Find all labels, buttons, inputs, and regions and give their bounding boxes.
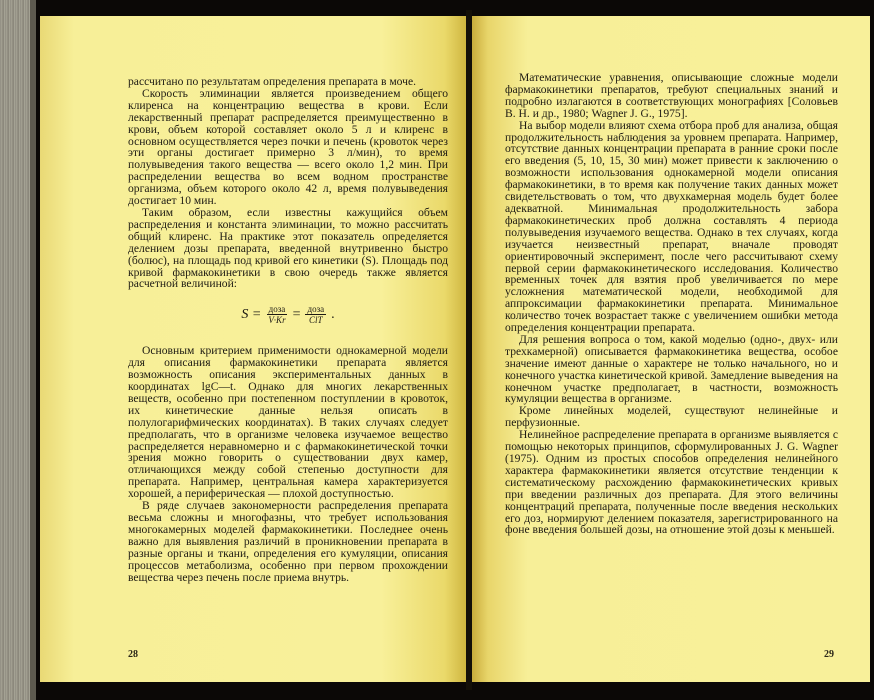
formula (128, 304, 448, 325)
paragraph: Кроме линейных моделей, существуют нелинейные и перфузионные. (505, 404, 838, 430)
left-page (40, 16, 466, 682)
paragraph: Скорость элиминации является произведением общего клиренса на концентрацию вещества в крови. Если лекарственный препарат распределяется преимущественно в крови, объем которой составляет около 5 л и клиренс в основном осуществляется через почки и печень (кровоток через эти органы достигает примерно 3 л/мин), то время полувыведения такого вещества — всего около 1,2 мин. При распределении вещества во всем водном пространстве организма, объем которого около 42 л, время полувыведения достигает 10 мин. (128, 86, 448, 208)
left-page-text (128, 76, 448, 583)
page-number: 29 (824, 649, 834, 660)
formula-fraction-1 (266, 304, 287, 325)
binding-edge (30, 0, 36, 700)
formula-equals: = (292, 306, 301, 322)
right-page-text (505, 72, 838, 536)
paragraph: Основным критерием применимости однокамерной модели для описания фармакокинетики препарата является возможность описания экспериментальных данных в координатах lgC—t. Однако для многих лекарственных веществ, особенно при постепенном поступлении в кровоток, их кинетические данные нельзя описать в полулогарифмических координатах). В таких случаях следует предполагать, что в организме человека изучаемое вещество распределяется неравномерно и с фармакокинетической точки зрения можно говорить о существовании двух камер, отличающихся между собой степенью доступности для препарата. Например, центральная камера характеризуется хорошей, а периферическая — плохой доступностью. (128, 344, 448, 501)
paragraph: Таким образом, если известны кажущийся объем распределения и константа элиминации, то можно рассчитать общий клиренс. На практике этот показатель определяется делением дозы препарата, введенной внутривенно быстро (болюс), на площадь под кривой его кинетики (S). Площадь под кривой фармакокинетики в свою очередь также является расчетной величиной: (128, 205, 448, 291)
formula-lhs: S = (241, 306, 262, 322)
formula-fraction-2 (305, 304, 326, 325)
fraction-numerator: доза (307, 304, 325, 315)
paragraph: В ряде случаев закономерности распределения препарата весьма сложны и многофазны, что требует использования многокамерных моделей фармакокинетики. Последнее очень важно для выявления различий в проникновении препарата в разные органы и ткани, определения его кумуляции, описания процессов метаболизма, особенно при первом прохождении вещества через печень после приема внутрь. (128, 499, 448, 584)
paragraph: Для решения вопроса о том, какой моделью (одно-, двух- или трехкамерной) описывается фармакокинетика вещества, особое значение имеют данные о характере не только начального, но и конечного участка кинетической кривой. Замедление выведения на конечном участке предполагает, в частности, возможность кумуляции вещества в организме. (505, 332, 838, 406)
fraction-denominator: ClT (309, 315, 323, 326)
page-number: 28 (128, 649, 138, 660)
fraction-numerator: доза (268, 304, 286, 315)
fraction-denominator: V·Kr (268, 315, 286, 326)
right-page (472, 16, 870, 682)
paragraph: рассчитано по результатам определения препарата в моче. (128, 75, 417, 88)
paragraph: Математические уравнения, описывающие сложные модели фармакокинетики препаратов, требуют специальных знаний и подробно излагаются в соответствующих монографиях [Соловьев В. Н. и др., 1980; Wagner J. G., 1975]. (505, 71, 838, 120)
paragraph: На выбор модели влияют схема отбора проб для анализа, общая продолжительность наблюдения за уровнем препарата. Например, отсутствие данных концентрации препарата в ранние сроки после его введения (5, 10, 15, 30 мин) может привести к заключению о возможности использования однокамерной модели описания фармакокинетики, в то время как получение таких данных может свидетельствовать о том, что двухкамерная модель будет более адекватной. Минимальная продолжительность забора фармакокинетических проб должна составлять 4 периода полувыведения изучаемого вещества. Однако в тех случаях, когда изучается неизвестный препарат, вначале проводят ориентировочный эксперимент, после чего рассчитывают схему первой серии фармакокинетического исследования. Количество временных точек для взятия проб увеличивается по мере усложнения математической модели, необходимой для аппроксимации фармакокинетики препарата. Минимальное количество точек возрастает также с увеличением ошибки метода определения концентрации препарата. (505, 118, 838, 335)
formula-end: . (331, 306, 335, 322)
paragraph: Нелинейное распределение препарата в организме выявляется с помощью некоторых принципов, сформулированных J. G. Wagner (1975). Одним из простых способов определения нелинейного характера фармакокинетики является отсутствие тенденции к систематическому расхождению фармакокинетических кривых при введении различных доз препарата. Для этого величины концентраций препарата, полученные после введения нескольких его доз, нормируют делением показателя, зарегистрированного на фоне введения большей дозы, на отношение этой дозы к меньшей. (505, 428, 838, 537)
